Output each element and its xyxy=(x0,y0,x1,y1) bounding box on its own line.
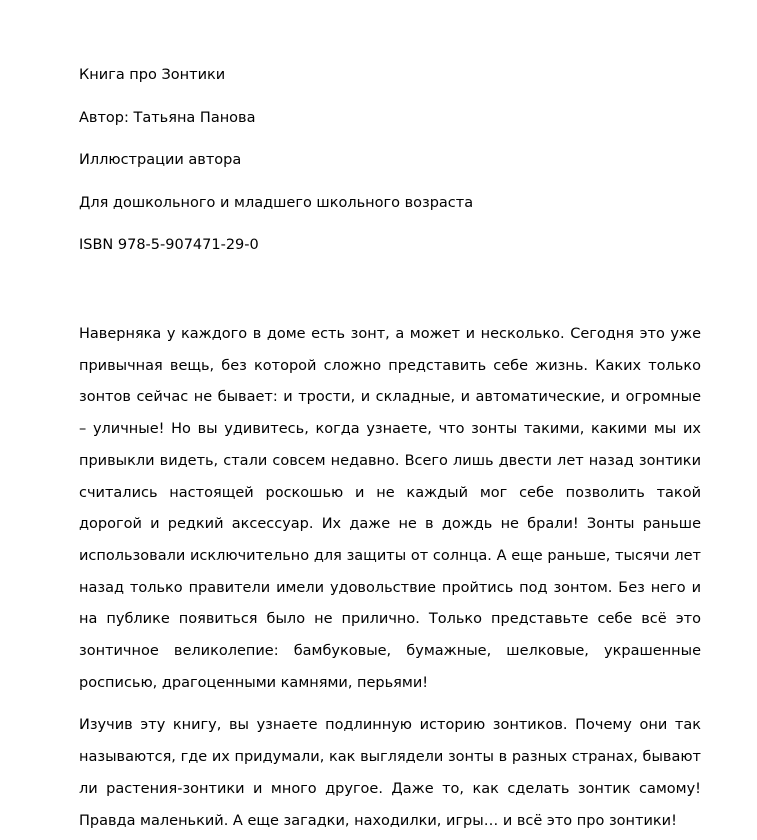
book-description xyxy=(79,319,701,837)
book-audience: Для дошкольного и младшего школьного возраста xyxy=(79,194,474,211)
book-author: Автор: Татьяна Панова xyxy=(79,109,256,126)
book-isbn: ISBN 978-5-907471-29-0 xyxy=(79,237,259,253)
description-paragraph-1: Наверняка у каждого в доме есть зонт, а может и несколько. Сегодня это уже привычная вещь, без которой сложно представить себе жизнь. Каких только зонтов сейчас не бывает: и трости, и складные, и автоматические, и огромные – уличные! Но вы удивитесь, когда узнаете, что зонты такими, какими мы их привыкли видеть, стали совсем недавно. Всего лишь двести лет назад зонтики считались настоящей роскошью и не каждый мог себе позволить такой дорогой и редкий аксессуар. Их даже не в дождь не брали! Зонты раньше использовали исключительно для защиты от солнца. А еще раньше, тысячи лет назад только правители имели удовольствие пройтись под зонтом. Без него и на публике появиться было не прилично. Только представьте себе всё это зонтичное великолепие: бамбуковые, бумажные, шелковые, украшенные росписью, драгоценными камнями, перьями! xyxy=(79,326,701,691)
description-paragraph-2: Изучив эту книгу, вы узнаете подлинную историю зонтиков. Почему они так называются, где их придумали, как выглядели зонты в разных странах, бывают ли растения-зонтики и много другое. Даже то, как сделать зонтик самому! Правда маленький. А еще загадки, находилки, игры… и всё это про зонтики! xyxy=(79,717,701,829)
book-metadata xyxy=(79,64,719,277)
book-illustrations: Иллюстрации автора xyxy=(79,152,242,168)
book-title: Книга про Зонтики xyxy=(79,67,226,83)
